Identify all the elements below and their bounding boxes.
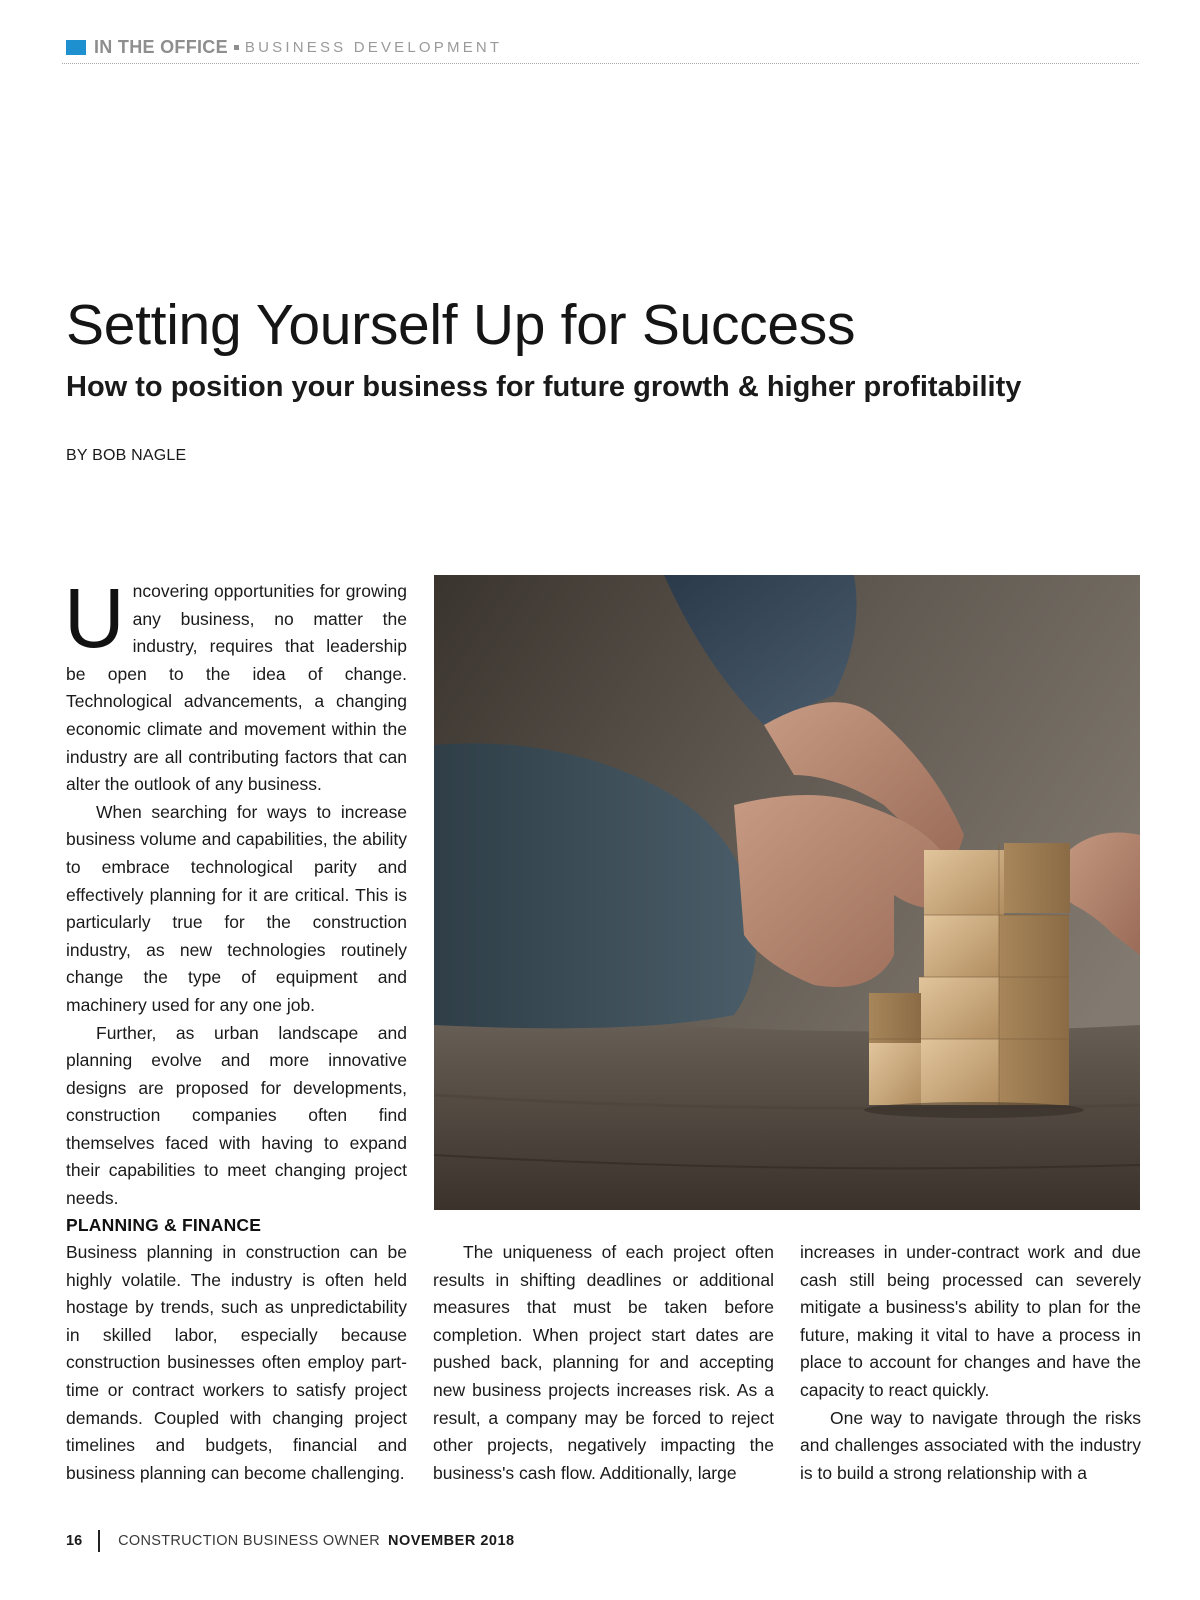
paragraph: Further, as urban landscape and planning evolve and more innovative designs are proposed for developments, construction companies often find themselves faced with having to expand their capabilities to meet changing project needs.: [66, 1022, 407, 1209]
photo-hands-wooden-blocks: [434, 575, 1140, 1210]
section-marker: [66, 40, 86, 55]
body-column-1: [64, 571, 407, 1213]
paragraph: When searching for ways to increase business volume and capabilities, the ability to embrace technological parity and effectively planning for it are critical. This is particularly true for the construction industry, as new technologies routinely change the type of equipment and machinery used for any one job.: [66, 801, 407, 1015]
article-subtitle: How to position your business for future growth & higher profitability: [66, 371, 1022, 403]
paragraph: Business planning in construction can be highly volatile. The industry is often held hostage by trends, such as unpredictability in skilled labor, especially because construction businesses often employ part-time or contract workers to satisfy project demands. Coupled with changing project timelines and budgets, financial and business planning can become challenging.: [66, 1242, 407, 1483]
article-byline: BY BOB NAGLE: [66, 447, 187, 464]
publication-name: CONSTRUCTION BUSINESS OWNER: [118, 1533, 381, 1549]
section-heading: PLANNING & FINANCE: [66, 1215, 262, 1235]
article-title: Setting Yourself Up for Success: [66, 293, 856, 357]
paragraph: The uniqueness of each project often results in shifting deadlines or additional measures that must be taken before completion. When project start dates are pushed back, planning for and accepting new business projects increases risk. As a result, a company may be forced to reject other projects, negatively impacting the business's cash flow. Additionally, large: [433, 1242, 774, 1483]
issue-date: NOVEMBER 2018: [388, 1533, 515, 1549]
drop-cap: U: [64, 571, 125, 665]
paragraph-intro-text: ncovering opportunities for growing any business, no matter the industry, requires that leadership be open to the idea of change. Technological advancements, a changing economic climate and movement within the industry are all contributing factors that can alter the outlook of any business.: [66, 581, 407, 795]
article-photo: [434, 575, 1140, 1210]
subsection-label: BUSINESS DEVELOPMENT: [244, 38, 503, 56]
footer-divider: [98, 1530, 100, 1552]
body-column-2: [433, 1239, 774, 1487]
paragraph: increases in under-contract work and due cash still being processed can severely mitigate a business's ability to plan for the future, making it vital to have a process in place to account for changes and have the capacity to react quickly.: [800, 1242, 1141, 1400]
paragraph-intro: [64, 571, 407, 799]
paragraph: One way to navigate through the risks and challenges associated with the industry is to build a strong relationship with a: [800, 1407, 1141, 1483]
separator-dot: [234, 45, 239, 50]
header-divider: [62, 63, 1139, 64]
page-number: 16: [66, 1533, 83, 1549]
body-column-1-lower: [66, 1212, 407, 1487]
page-footer: [66, 1530, 515, 1552]
body-column-3: [800, 1239, 1141, 1487]
section-label: IN THE OFFICE: [94, 36, 228, 57]
section-header: [66, 37, 502, 57]
